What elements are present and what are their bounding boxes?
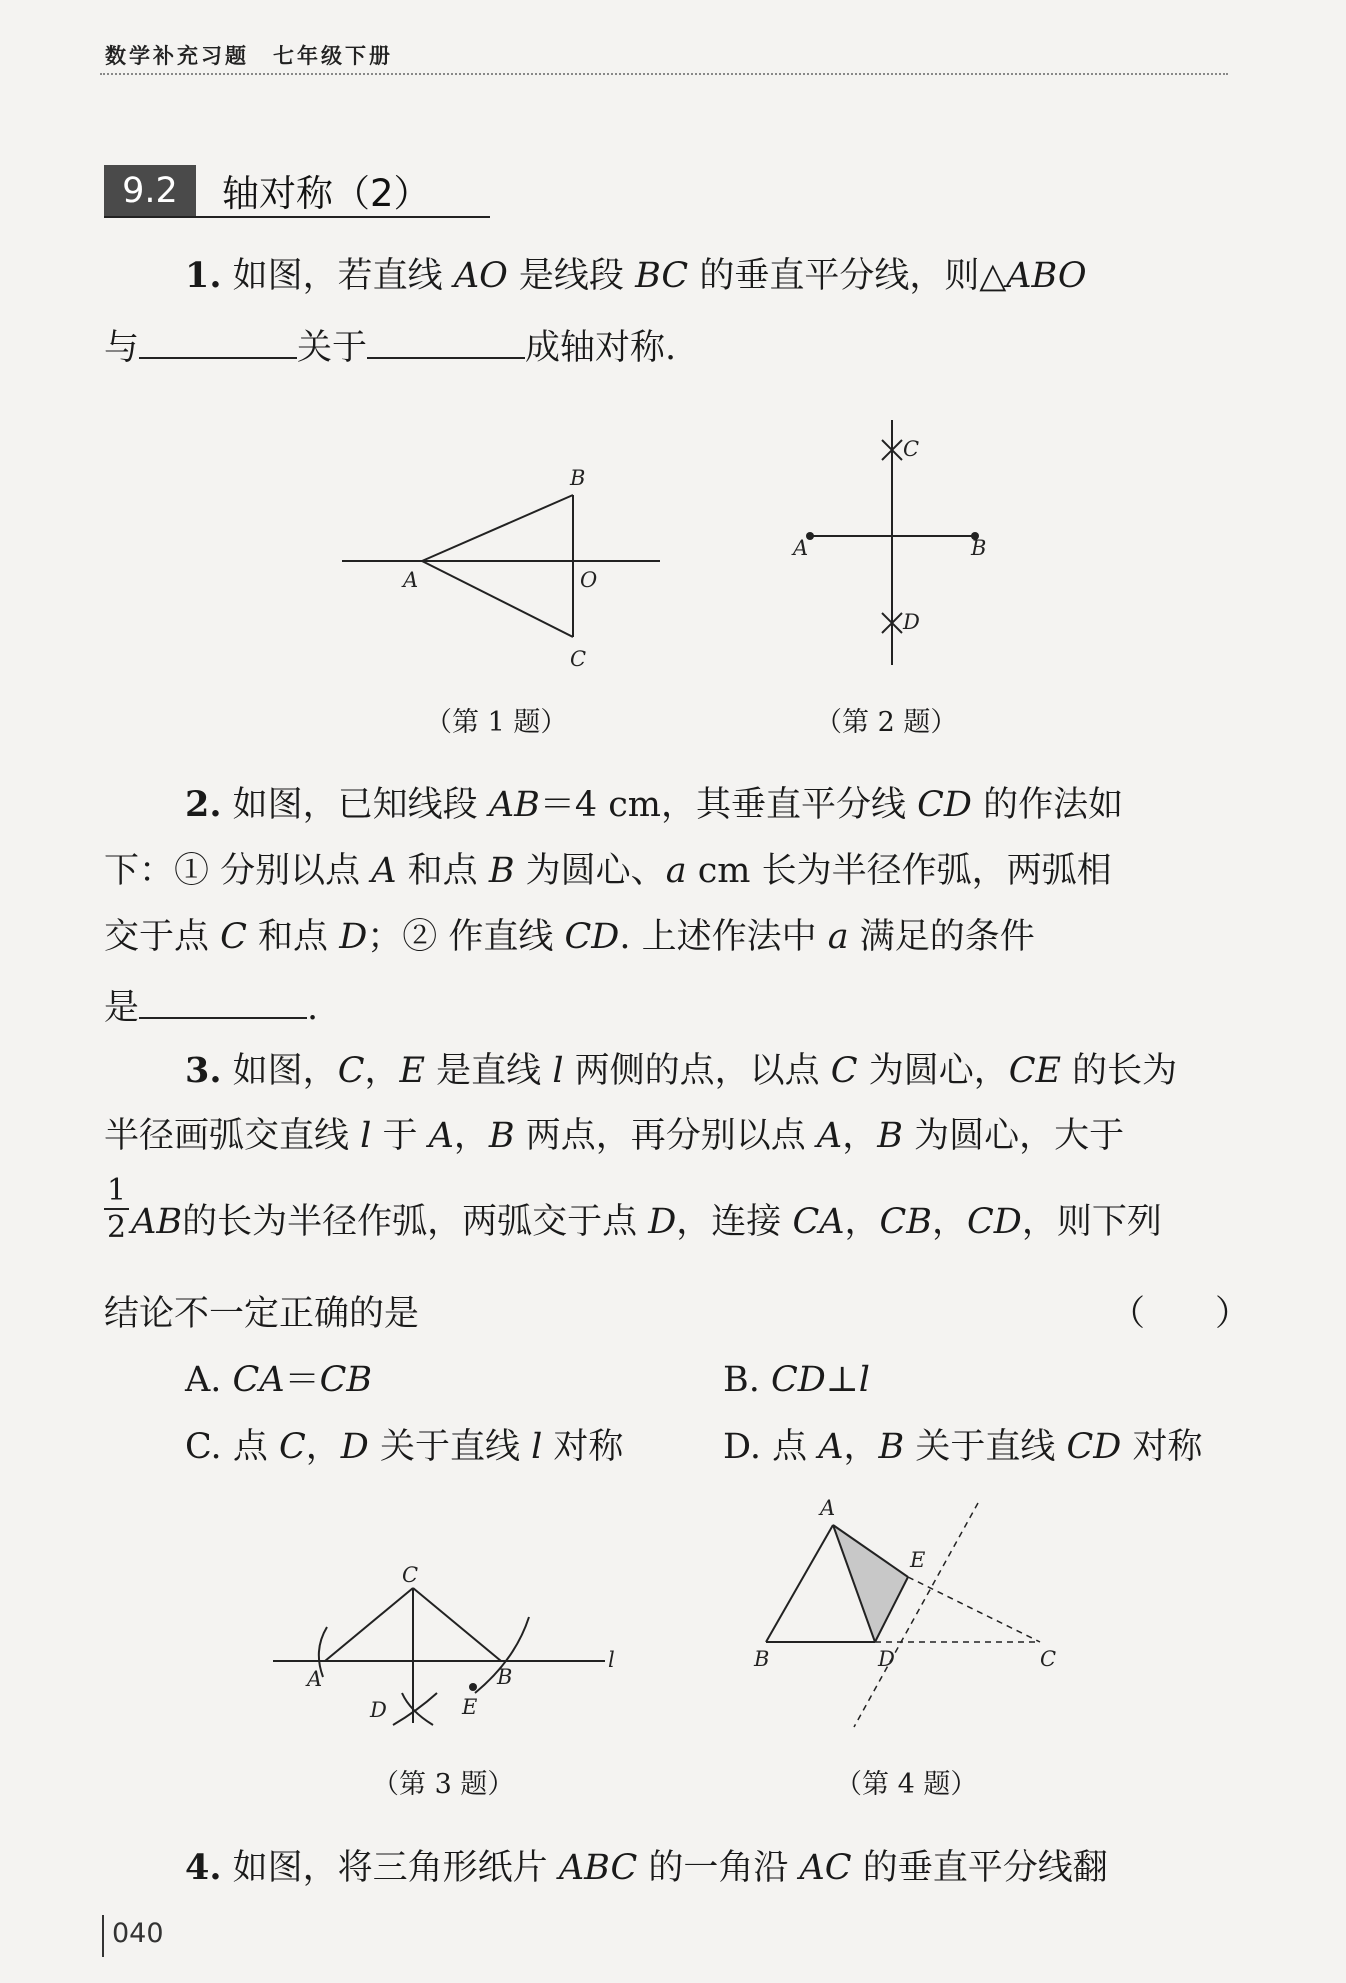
segment-AB bbox=[422, 495, 573, 561]
math-var: AB bbox=[488, 785, 540, 825]
label-B: B bbox=[570, 466, 586, 490]
math-var: CD bbox=[917, 785, 972, 825]
text: ， bbox=[453, 1116, 489, 1156]
segment-EC-dashed bbox=[908, 1577, 1040, 1642]
text: 的长为 bbox=[1061, 1051, 1178, 1091]
section-title-underline bbox=[104, 216, 490, 218]
text: 的长为半径作弧，两弧交于点 bbox=[182, 1202, 649, 1242]
math-var: C bbox=[220, 917, 247, 957]
label-E: E bbox=[910, 1548, 926, 1572]
q2-line-1 bbox=[185, 784, 1124, 825]
text: 是线段 bbox=[507, 256, 636, 296]
text: ，则下列 bbox=[1021, 1202, 1162, 1242]
text: 半径画弧交直线 bbox=[104, 1116, 361, 1156]
label-C: C bbox=[903, 437, 920, 461]
figure-4-caption: （第 4 题） bbox=[835, 1769, 978, 1800]
math-var: CD bbox=[564, 917, 620, 957]
math-var: C bbox=[278, 1427, 306, 1467]
text: 两侧的点，以点 bbox=[563, 1051, 831, 1091]
text: 关于 bbox=[297, 328, 368, 368]
text: 的垂直平分线翻 bbox=[851, 1848, 1108, 1888]
text: 为圆心， bbox=[857, 1051, 1009, 1091]
q1-line-2 bbox=[104, 327, 676, 366]
text: 和点 bbox=[246, 917, 340, 957]
text: 对称 bbox=[542, 1427, 624, 1467]
q3-line-1 bbox=[185, 1050, 1178, 1091]
answer-blank[interactable] bbox=[367, 327, 525, 359]
label-D: D bbox=[370, 1698, 387, 1722]
text: 与 bbox=[104, 328, 140, 368]
math-var: D bbox=[648, 1202, 677, 1242]
text: ，连接 bbox=[676, 1202, 793, 1242]
text: ；② 作直线 bbox=[367, 917, 565, 957]
point-E bbox=[469, 1683, 477, 1691]
text: ⊥ bbox=[825, 1360, 859, 1400]
page-number: 040 bbox=[112, 1918, 164, 1949]
q4-line-1 bbox=[185, 1847, 1108, 1888]
page-number-bar bbox=[102, 1915, 104, 1957]
q1-line-1 bbox=[185, 255, 1087, 296]
text: . bbox=[307, 988, 319, 1028]
math-var: a bbox=[827, 917, 849, 957]
text: ， bbox=[844, 1202, 880, 1242]
text: 点 bbox=[772, 1427, 819, 1467]
option-label: B. bbox=[723, 1360, 760, 1400]
label-A: A bbox=[820, 1496, 836, 1520]
label-C: C bbox=[1040, 1647, 1057, 1671]
text: 交于点 bbox=[104, 917, 221, 957]
text: 于 bbox=[371, 1116, 429, 1156]
math-var: CD bbox=[771, 1360, 826, 1400]
text: 如图， bbox=[221, 1051, 338, 1091]
math-var: B bbox=[488, 1116, 515, 1156]
fraction-one-half bbox=[104, 1173, 129, 1245]
header-divider bbox=[100, 73, 1228, 75]
text: 的一角沿 bbox=[637, 1848, 800, 1888]
text: 结论不一定正确的是 bbox=[104, 1294, 420, 1334]
q3-line-3 bbox=[104, 1173, 1162, 1257]
text: 对称 bbox=[1121, 1427, 1203, 1467]
label-O: O bbox=[580, 568, 598, 592]
label-l: l bbox=[608, 1648, 615, 1672]
text: 关于直线 bbox=[904, 1427, 1067, 1467]
label-C: C bbox=[570, 647, 587, 671]
question-number: 1. bbox=[185, 255, 222, 296]
math-var: ABO bbox=[1006, 256, 1087, 296]
text: 如图，已知线段 bbox=[221, 785, 489, 825]
text: 的垂直平分线，则△ bbox=[688, 256, 1007, 296]
text: 的作法如 bbox=[971, 785, 1124, 825]
text: 为圆心、 bbox=[514, 851, 666, 891]
segment-CB bbox=[413, 1588, 501, 1661]
label-B: B bbox=[497, 1665, 513, 1689]
math-var: C bbox=[830, 1051, 858, 1091]
question-number: 3. bbox=[185, 1050, 222, 1091]
math-var: B bbox=[878, 1427, 905, 1467]
text: 为圆心，大于 bbox=[902, 1116, 1125, 1156]
label-A: A bbox=[793, 536, 809, 560]
figure-3-caption: （第 3 题） bbox=[372, 1769, 515, 1800]
label-D: D bbox=[903, 610, 920, 634]
answer-blank[interactable] bbox=[139, 987, 307, 1019]
question-number: 4. bbox=[185, 1847, 222, 1888]
text: 下：① 分别以点 bbox=[104, 851, 372, 891]
figure-1 bbox=[330, 460, 670, 680]
text: 点 bbox=[232, 1427, 279, 1467]
option-d[interactable] bbox=[723, 1427, 1203, 1467]
option-a[interactable] bbox=[185, 1360, 373, 1400]
text: ， bbox=[305, 1427, 341, 1467]
label-A: A bbox=[307, 1667, 323, 1691]
text: ， bbox=[843, 1427, 879, 1467]
figure-4 bbox=[750, 1495, 1080, 1740]
text: ＝4 cm，其垂直平分线 bbox=[539, 785, 918, 825]
folded-region bbox=[833, 1525, 908, 1642]
figure-2 bbox=[785, 415, 1015, 675]
answer-parentheses[interactable]: （ ） bbox=[1110, 1294, 1251, 1334]
math-var: BC bbox=[635, 256, 689, 296]
text: . 上述作法中 bbox=[619, 917, 828, 957]
math-var: CB bbox=[879, 1202, 933, 1242]
math-var: D bbox=[340, 1427, 369, 1467]
math-var: l bbox=[360, 1116, 372, 1156]
q2-line-3 bbox=[104, 917, 1035, 957]
math-var: CD bbox=[967, 1202, 1022, 1242]
figure-1-caption: （第 1 题） bbox=[425, 707, 568, 738]
math-var: CE bbox=[1008, 1051, 1062, 1091]
label-C: C bbox=[402, 1565, 419, 1587]
arc-from-B bbox=[393, 1693, 437, 1725]
question-number: 2. bbox=[185, 784, 222, 825]
text: 是直线 bbox=[425, 1051, 553, 1091]
option-label: D. bbox=[723, 1427, 761, 1467]
text: 如图，若直线 bbox=[221, 256, 454, 296]
q3-line-2 bbox=[104, 1116, 1125, 1156]
math-var: A bbox=[818, 1427, 844, 1467]
text: 满足的条件 bbox=[848, 917, 1035, 957]
text: cm 长为半径作弧，两弧相 bbox=[686, 851, 1112, 891]
option-c[interactable] bbox=[185, 1427, 624, 1467]
label-B: B bbox=[971, 536, 987, 560]
math-var: ABC bbox=[558, 1848, 638, 1888]
fraction-numerator: 1 bbox=[104, 1176, 129, 1210]
math-var: A bbox=[371, 851, 397, 891]
text: 成轴对称. bbox=[525, 328, 677, 368]
math-var: CB bbox=[319, 1360, 373, 1400]
q3-line-4 bbox=[104, 1294, 420, 1334]
segment-AC bbox=[422, 561, 573, 637]
option-label: C. bbox=[185, 1427, 222, 1467]
math-var: AC bbox=[799, 1848, 852, 1888]
text: 关于直线 bbox=[368, 1427, 532, 1467]
q2-line-4 bbox=[104, 987, 318, 1026]
math-var: l bbox=[531, 1427, 543, 1467]
math-var: B bbox=[877, 1116, 903, 1156]
label-D: D bbox=[878, 1647, 895, 1671]
math-var: A bbox=[428, 1116, 454, 1156]
running-header: 数学补充习题 七年级下册 bbox=[105, 44, 393, 68]
q2-line-2 bbox=[104, 851, 1112, 891]
fraction-denominator: 2 bbox=[107, 1210, 127, 1245]
text: ， bbox=[932, 1202, 968, 1242]
text: 两点，再分别以点 bbox=[514, 1116, 817, 1156]
text: ＝ bbox=[284, 1360, 320, 1400]
answer-blank[interactable] bbox=[139, 327, 297, 359]
text: 和点 bbox=[396, 851, 489, 891]
text: ， bbox=[842, 1116, 878, 1156]
math-var: D bbox=[339, 917, 368, 957]
math-var: l bbox=[552, 1051, 564, 1091]
text: ， bbox=[364, 1051, 400, 1091]
math-var: a bbox=[665, 851, 687, 891]
section-title: 轴对称（2） bbox=[222, 172, 431, 215]
math-var: l bbox=[858, 1360, 870, 1400]
segment-AB bbox=[766, 1525, 833, 1642]
option-b[interactable] bbox=[723, 1360, 870, 1400]
math-var: AO bbox=[453, 256, 508, 296]
option-label: A. bbox=[185, 1360, 222, 1400]
math-var: B bbox=[488, 851, 515, 891]
text: 如图，将三角形纸片 bbox=[221, 1848, 559, 1888]
math-var: E bbox=[399, 1051, 426, 1091]
label-E: E bbox=[462, 1695, 478, 1719]
section-number-badge: 9.2 bbox=[104, 165, 196, 217]
math-var: CA bbox=[792, 1202, 845, 1242]
math-var: CD bbox=[1066, 1427, 1122, 1467]
figure-3 bbox=[265, 1565, 635, 1735]
segment-CA bbox=[325, 1588, 413, 1661]
math-var: AB bbox=[131, 1202, 183, 1242]
figure-2-caption: （第 2 题） bbox=[815, 707, 958, 738]
text: 是 bbox=[104, 988, 140, 1028]
label-A: A bbox=[403, 568, 419, 592]
math-var: A bbox=[816, 1116, 843, 1156]
math-var: C bbox=[337, 1051, 365, 1091]
label-B: B bbox=[754, 1647, 770, 1671]
math-var: CA bbox=[232, 1360, 285, 1400]
